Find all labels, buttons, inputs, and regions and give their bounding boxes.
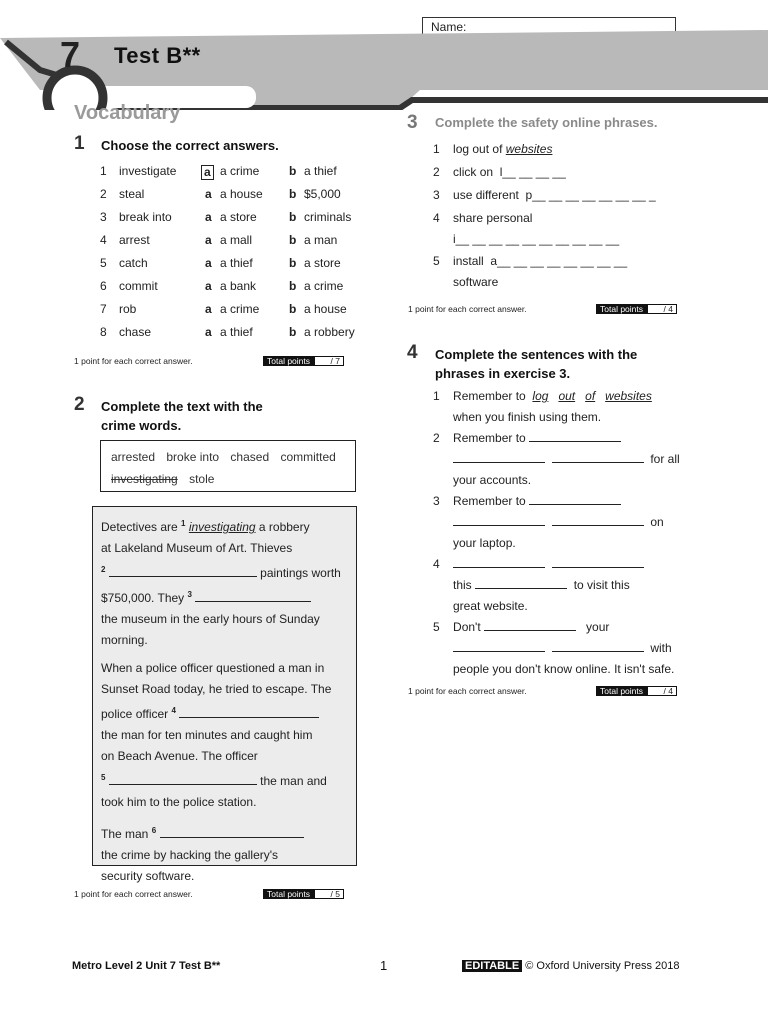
ex4-item-cont	[433, 638, 733, 659]
option-b-text[interactable]: a store	[304, 256, 341, 270]
ex1-points-note: 1 point for each correct answer.	[74, 356, 193, 366]
option-a-text[interactable]: a crime	[220, 164, 260, 178]
option-b-text[interactable]: $5,000	[304, 187, 341, 201]
item-number: 3	[433, 188, 440, 202]
gap-number: 6	[151, 826, 157, 835]
option-b-label[interactable]: b	[289, 233, 297, 247]
answer-blank[interactable]	[453, 554, 545, 568]
word: broke into	[166, 450, 220, 464]
text: When a police officer questioned a man in	[101, 661, 325, 675]
gap-number: 1	[181, 519, 186, 528]
ex4-item-cont	[433, 449, 733, 470]
ex4-item	[433, 428, 733, 449]
text: the man for ten minutes and caught him	[101, 728, 313, 742]
item-number: 1	[433, 142, 440, 156]
total-label: Total points	[263, 356, 314, 366]
option-b-label[interactable]: b	[289, 302, 297, 316]
item-text: click on	[453, 165, 494, 179]
section-title: Vocabulary	[74, 102, 181, 124]
item-text: install	[453, 254, 484, 268]
option-b-text[interactable]: a house	[304, 302, 347, 316]
ex1-item	[0, 321, 380, 344]
text: the man and	[260, 774, 327, 788]
example-answer: websites	[505, 142, 553, 156]
answer-blank-4[interactable]	[179, 704, 319, 718]
option-a-text[interactable]: a thief	[220, 325, 253, 339]
ex4-item-cont	[433, 575, 733, 596]
unit-number: 7	[60, 34, 81, 75]
ex3-item	[433, 139, 733, 162]
text: $750,000. They	[101, 591, 185, 605]
item-text: people you don't know online. It isn't safe.	[453, 662, 675, 676]
reading-text-box	[92, 506, 357, 883]
footer-course: Metro Level 2 Unit 7 Test B**	[72, 960, 221, 972]
word: arrested	[111, 450, 156, 464]
ex1-item	[0, 275, 380, 298]
option-a-label[interactable]: a	[205, 302, 212, 316]
example-answer: investigating	[188, 520, 256, 534]
option-b-text[interactable]: a man	[304, 233, 338, 247]
item-number: 4	[433, 557, 440, 571]
header-banner	[0, 30, 768, 110]
item-number: 7	[100, 302, 107, 316]
answer-blank[interactable]	[529, 428, 621, 442]
copyright-text: © Oxford University Press 2018	[525, 960, 680, 972]
gap-number: 2	[101, 565, 106, 574]
option-a-label[interactable]: a	[205, 279, 212, 293]
item-verb: rob	[119, 302, 137, 316]
text: morning.	[101, 633, 148, 647]
ex4-item	[433, 491, 733, 512]
ex3-list	[433, 139, 733, 293]
option-a-label[interactable]: a	[205, 325, 212, 339]
ex1-total	[263, 356, 344, 366]
letter-blanks[interactable]: l__ __ __ __	[499, 165, 566, 179]
title-line-1: Complete the text with the	[101, 399, 263, 414]
option-b-label[interactable]: b	[289, 164, 297, 178]
total-score: / 4	[647, 686, 677, 696]
total-label: Total points	[596, 304, 647, 314]
answer-blank[interactable]	[453, 512, 545, 526]
answer-blank[interactable]	[552, 512, 644, 526]
item-number: 2	[433, 165, 440, 179]
answer-blank[interactable]	[552, 449, 644, 463]
option-a-text[interactable]: a store	[220, 210, 257, 224]
ex3-item-cont	[433, 229, 733, 251]
total-label: Total points	[263, 889, 314, 899]
answer-blank-5[interactable]	[109, 771, 257, 785]
answer-blank[interactable]	[552, 554, 644, 568]
option-a-label[interactable]: a	[205, 233, 212, 247]
letter-blanks[interactable]: a__ __ __ __ __ __ __ __	[490, 254, 628, 268]
ex2-points-note: 1 point for each correct answer.	[74, 889, 193, 899]
item-text: Remember to	[453, 431, 526, 445]
example-answer: log	[532, 389, 549, 403]
item-text: Remember to	[453, 494, 526, 508]
word-used: investigating	[111, 472, 178, 486]
option-b-text[interactable]: a crime	[304, 279, 344, 293]
option-a-label[interactable]: a	[205, 256, 212, 270]
ex3-total	[596, 304, 677, 314]
answer-blank-6[interactable]	[160, 824, 304, 838]
item-text: Don't	[453, 620, 481, 634]
item-text: for all	[650, 452, 680, 466]
exercise-2-number: 2	[74, 394, 85, 415]
ex1-item	[0, 298, 380, 321]
option-b-label[interactable]: b	[289, 279, 297, 293]
option-a-text[interactable]: a bank	[220, 279, 257, 293]
item-text: software	[453, 275, 499, 289]
ex3-item	[433, 162, 733, 185]
item-number: 2	[100, 187, 107, 201]
option-a-text[interactable]: a house	[220, 187, 263, 201]
paragraph-2	[101, 658, 348, 813]
text: on Beach Avenue. The officer	[101, 749, 258, 763]
editable-badge: EDITABLE	[462, 960, 522, 972]
example-answer: out	[558, 389, 576, 403]
exercise-3-title: Complete the safety online phrases.	[435, 115, 658, 130]
item-number: 3	[433, 494, 440, 508]
letter-blanks[interactable]: p__ __ __ __ __ __ __ _	[525, 188, 656, 202]
ex4-item-cont	[433, 470, 733, 491]
ex4-item-cont	[433, 659, 733, 680]
option-a-text[interactable]: a crime	[220, 302, 260, 316]
option-b-text[interactable]: a thief	[304, 164, 337, 178]
text: police officer	[101, 707, 169, 721]
word-box	[100, 440, 356, 492]
total-score: / 4	[647, 304, 677, 314]
ex4-item	[433, 617, 733, 638]
ex2-total	[263, 889, 344, 899]
ex1-item	[0, 206, 380, 229]
item-text: great website.	[453, 599, 528, 613]
example-answer: of	[585, 389, 596, 403]
exercise-1-title: Choose the correct answers.	[101, 138, 279, 153]
answer-blank[interactable]	[475, 575, 567, 589]
option-a-text[interactable]: a thief	[220, 256, 253, 270]
paragraph-1	[101, 513, 348, 651]
word: chased	[230, 450, 270, 464]
option-b-label[interactable]: b	[289, 325, 297, 339]
ex1-item	[0, 160, 380, 183]
item-verb: chase	[119, 325, 152, 339]
title-line-1: Complete the sentences with the	[435, 347, 638, 362]
text: took him to the police station.	[101, 795, 257, 809]
option-a-label[interactable]: a	[205, 210, 212, 224]
exercise-2-title	[101, 397, 263, 435]
item-text: this	[453, 578, 472, 592]
page-number: 1	[380, 958, 388, 973]
gap-number: 4	[171, 706, 176, 715]
item-verb: catch	[119, 256, 148, 270]
option-a-selected[interactable]: a	[201, 165, 214, 180]
answer-blank[interactable]	[529, 491, 621, 505]
text: the museum in the early hours of Sunday	[101, 612, 320, 626]
option-b-label[interactable]: b	[289, 256, 297, 270]
ex3-item	[433, 185, 733, 208]
answer-blank[interactable]	[484, 617, 576, 631]
exercise-1-number: 1	[74, 133, 85, 154]
answer-blank[interactable]	[453, 638, 545, 652]
answer-blank[interactable]	[453, 449, 545, 463]
answer-blank[interactable]	[552, 638, 644, 652]
item-text: with	[650, 641, 672, 655]
letter-blanks[interactable]: i__ __ __ __ __ __ __ __ __ __	[453, 232, 620, 246]
item-number: 1	[100, 164, 107, 178]
answer-blank-3[interactable]	[195, 588, 311, 602]
item-number: 8	[100, 325, 107, 339]
word: stole	[189, 472, 215, 486]
text: Sunset Road today, he tried to escape. The	[101, 682, 332, 696]
ex3-item-cont	[433, 272, 733, 293]
exercise-4-title	[435, 345, 637, 383]
item-text: your	[586, 620, 610, 634]
test-title: Test B**	[114, 43, 201, 68]
item-number: 4	[433, 211, 440, 225]
ex4-list	[433, 386, 733, 680]
item-number: 5	[433, 254, 440, 268]
text: Detectives are	[101, 520, 178, 534]
footer-copyright	[462, 960, 679, 972]
item-number: 2	[433, 431, 440, 445]
ex3-item	[433, 208, 733, 229]
exercise-4-number: 4	[407, 342, 418, 363]
option-b-label[interactable]: b	[289, 210, 297, 224]
item-number: 4	[100, 233, 107, 247]
text: a robbery	[258, 520, 310, 534]
item-text: your laptop.	[453, 536, 516, 550]
option-b-text[interactable]: a robbery	[304, 325, 355, 339]
example-answer: websites	[605, 389, 652, 403]
item-number: 6	[100, 279, 107, 293]
total-score: / 7	[314, 356, 344, 366]
ex4-points-note: 1 point for each correct answer.	[408, 686, 527, 696]
ex4-item-cont	[433, 407, 733, 428]
ex1-item	[0, 252, 380, 275]
item-number: 1	[433, 389, 440, 403]
ex1-item	[0, 183, 380, 206]
item-text: log out of	[453, 142, 503, 156]
ex4-item	[433, 554, 733, 575]
ex4-item-cont	[433, 596, 733, 617]
text: the crime by hacking the gallery's	[101, 848, 279, 862]
title-line-2: phrases in exercise 3.	[435, 366, 571, 381]
gap-number: 5	[101, 773, 106, 782]
item-verb: commit	[119, 279, 158, 293]
total-label: Total points	[596, 686, 647, 696]
ex4-item-cont	[433, 512, 733, 533]
paragraph-3	[101, 820, 348, 887]
option-b-text[interactable]: criminals	[304, 210, 352, 224]
total-score: / 5	[314, 889, 344, 899]
ex4-item-cont	[433, 533, 733, 554]
option-b-label[interactable]: b	[289, 187, 297, 201]
item-verb: steal	[119, 187, 145, 201]
gap-number: 3	[187, 590, 192, 599]
ex3-item	[433, 251, 733, 272]
item-text: to visit this	[573, 578, 630, 592]
ex1-item	[0, 229, 380, 252]
text: The man	[101, 827, 149, 841]
item-text: share personal	[453, 211, 533, 225]
item-verb: investigate	[119, 164, 177, 178]
text: security software.	[101, 869, 195, 883]
item-number: 5	[100, 256, 107, 270]
item-verb: break into	[119, 210, 172, 224]
item-number: 5	[433, 620, 440, 634]
item-verb: arrest	[119, 233, 150, 247]
option-a-label[interactable]: a	[205, 187, 212, 201]
name-label: Name:	[431, 20, 467, 34]
item-text: when you finish using them.	[453, 410, 602, 424]
option-a-text[interactable]: a mall	[220, 233, 253, 247]
ex4-item	[433, 386, 733, 407]
ex3-points-note: 1 point for each correct answer.	[408, 304, 527, 314]
item-number: 3	[100, 210, 107, 224]
text: at Lakeland Museum of Art. Thieves	[101, 541, 293, 555]
text: paintings worth	[260, 566, 341, 580]
word: committed	[280, 450, 336, 464]
ex4-total	[596, 686, 677, 696]
answer-blank-2[interactable]	[109, 563, 257, 577]
item-text: use different	[453, 188, 519, 202]
item-text: Remember to	[453, 389, 526, 403]
title-line-2: crime words.	[101, 418, 182, 433]
exercise-3-number: 3	[407, 112, 418, 133]
item-text: on	[650, 515, 664, 529]
item-text: your accounts.	[453, 473, 532, 487]
